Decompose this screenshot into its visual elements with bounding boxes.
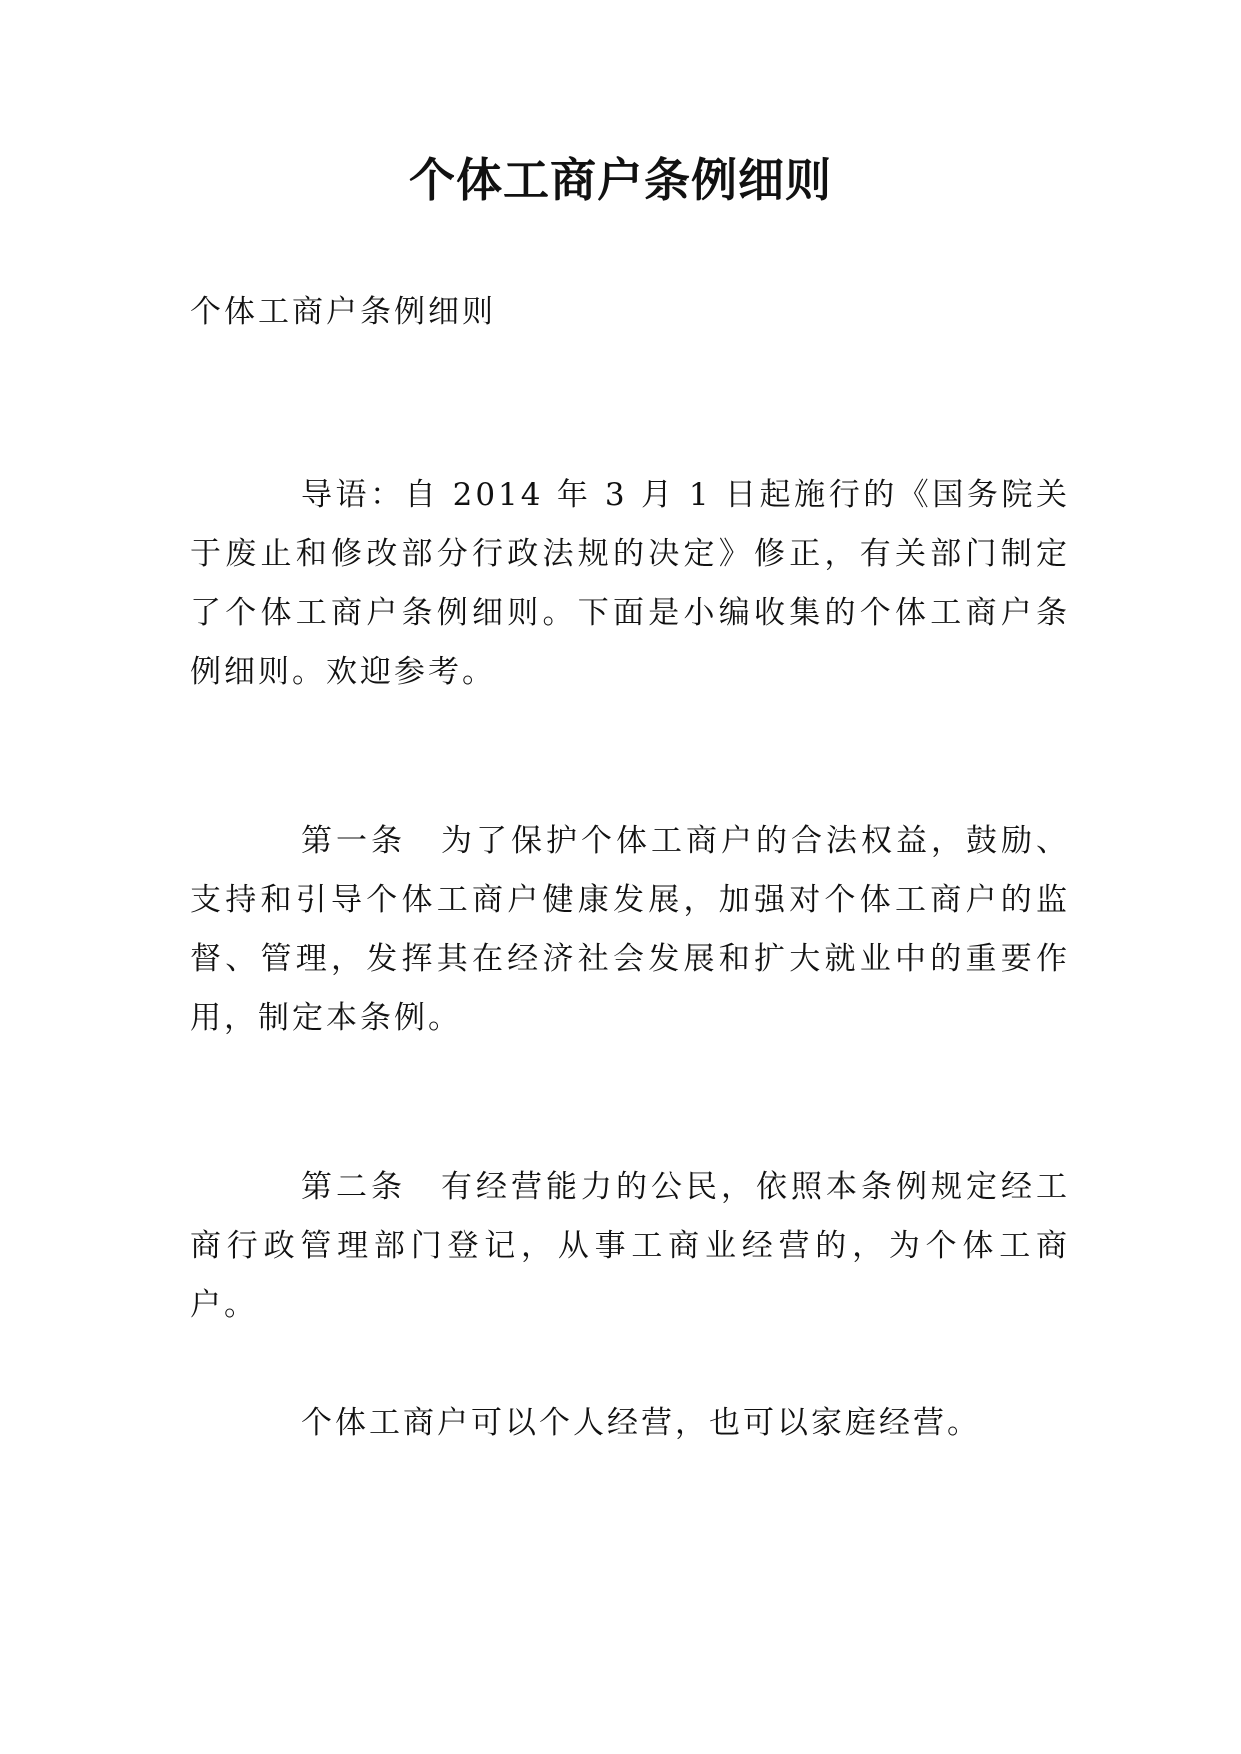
paragraph-article-1: 第一条 为了保护个体工商户的合法权益，鼓励、支持和引导个体工商户健康发展，加强对个体工商户的监督、管理，发挥其在经济社会发展和扩大就业中的重要作用，制定本条例。	[190, 823, 1070, 1036]
document-subtitle: 个体工商户条例细则	[190, 294, 496, 330]
paragraph-article-2-continued: 个体工商户可以个人经营，也可以家庭经营。	[301, 1405, 981, 1441]
document-title: 个体工商户条例细则	[409, 153, 832, 207]
paragraph-article-2: 第二条 有经营能力的公民，依照本条例规定经工商行政管理部门登记，从事工商业经营的，为个体工商户。	[190, 1169, 1070, 1323]
paragraph-intro: 导语：自 2014 年 3 月 1 日起施行的《国务院关于废止和修改部分行政法规的决定》修正，有关部门制定了个体工商户条例细则。下面是小编收集的个体工商户条例细则。欢迎参考。	[190, 477, 1070, 690]
